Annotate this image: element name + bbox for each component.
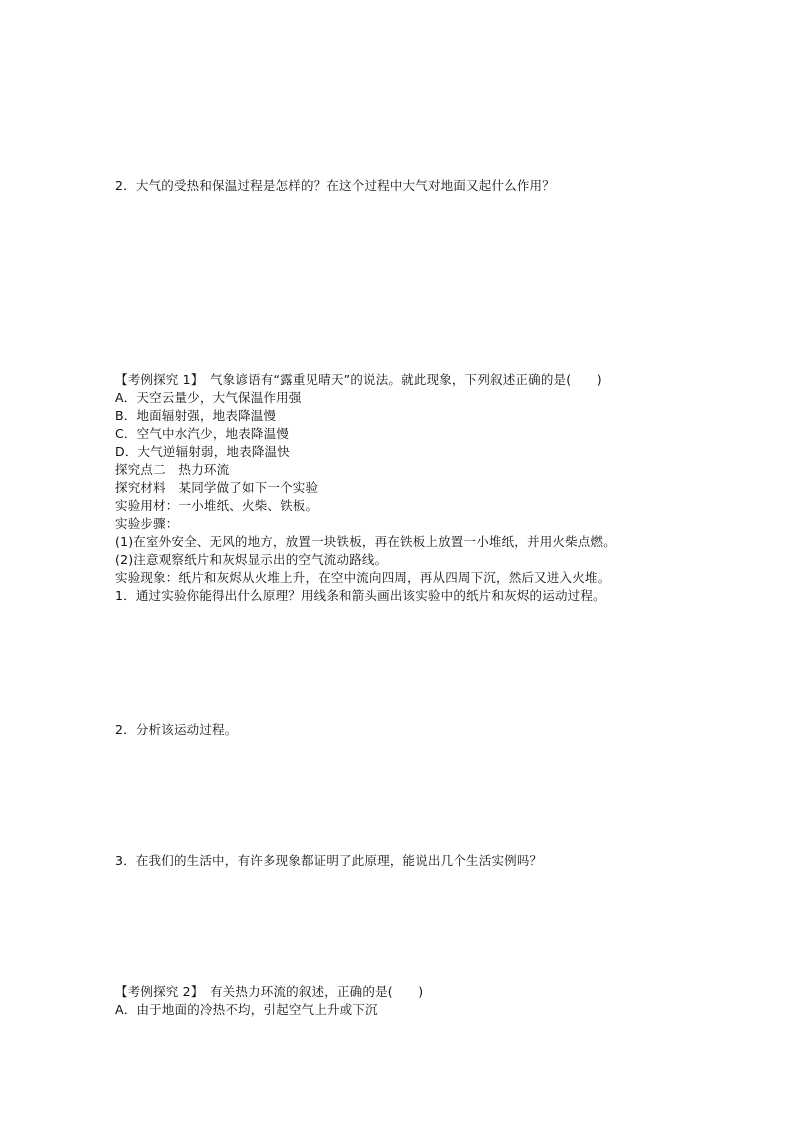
question-2-heating: 2．大气的受热和保温过程是怎样的？在这个过程中大气对地面又起什么作用？ bbox=[115, 178, 555, 193]
section-2-phenomenon: 实验现象：纸片和灰烬从火堆上升，在空中流向四周，再从四周下沉，然后又进入火堆。 bbox=[115, 570, 611, 585]
section-2-material: 探究材料 某同学做了如下一个实验 bbox=[115, 480, 319, 495]
example-2 bbox=[115, 983, 423, 1019]
example-1 bbox=[115, 371, 616, 605]
example-2-option-a: A．由于地面的冷热不均，引起空气上升或下沉 bbox=[115, 1002, 378, 1017]
section-2-equipment: 实验用材：一小堆纸、火柴、铁板。 bbox=[115, 498, 319, 513]
example-1-option-a: A．天空云量少，大气保温作用强 bbox=[115, 390, 302, 405]
section-2-title: 探究点二 热力环流 bbox=[115, 462, 230, 477]
example-1-option-c: C．空气中水汽少，地表降温慢 bbox=[115, 426, 290, 441]
section-2-steps-label: 实验步骤： bbox=[115, 516, 179, 531]
example-2-stem: 【考例探究 2】 有关热力环流的叙述，正确的是( ) bbox=[115, 984, 424, 999]
section-2-step-1: (1)在室外安全、无风的地方，放置一块铁板，再在铁板上放置一小堆纸，并用火柴点燃。 bbox=[115, 534, 616, 549]
section-2-question-2: 2．分析该运动过程。 bbox=[115, 722, 238, 737]
example-1-option-b: B．地面辐射强，地表降温慢 bbox=[115, 408, 277, 423]
example-1-option-d: D．大气逆辐射弱，地表降温快 bbox=[115, 444, 290, 459]
section-2-question-3: 3．在我们的生活中，有许多现象都证明了此原理，能说出几个生活实例吗？ bbox=[115, 853, 543, 868]
example-1-stem: 【考例探究 1】 气象谚语有“露重见晴天”的说法。就此现象，下列叙述正确的是( ) bbox=[115, 372, 602, 387]
section-2-step-2: (2)注意观察纸片和灰烬显示出的空气流动路线。 bbox=[115, 552, 388, 567]
section-2-question-1: 1．通过实验你能得出什么原理？用线条和箭头画出该实验中的纸片和灰烬的运动过程。 bbox=[115, 588, 606, 603]
